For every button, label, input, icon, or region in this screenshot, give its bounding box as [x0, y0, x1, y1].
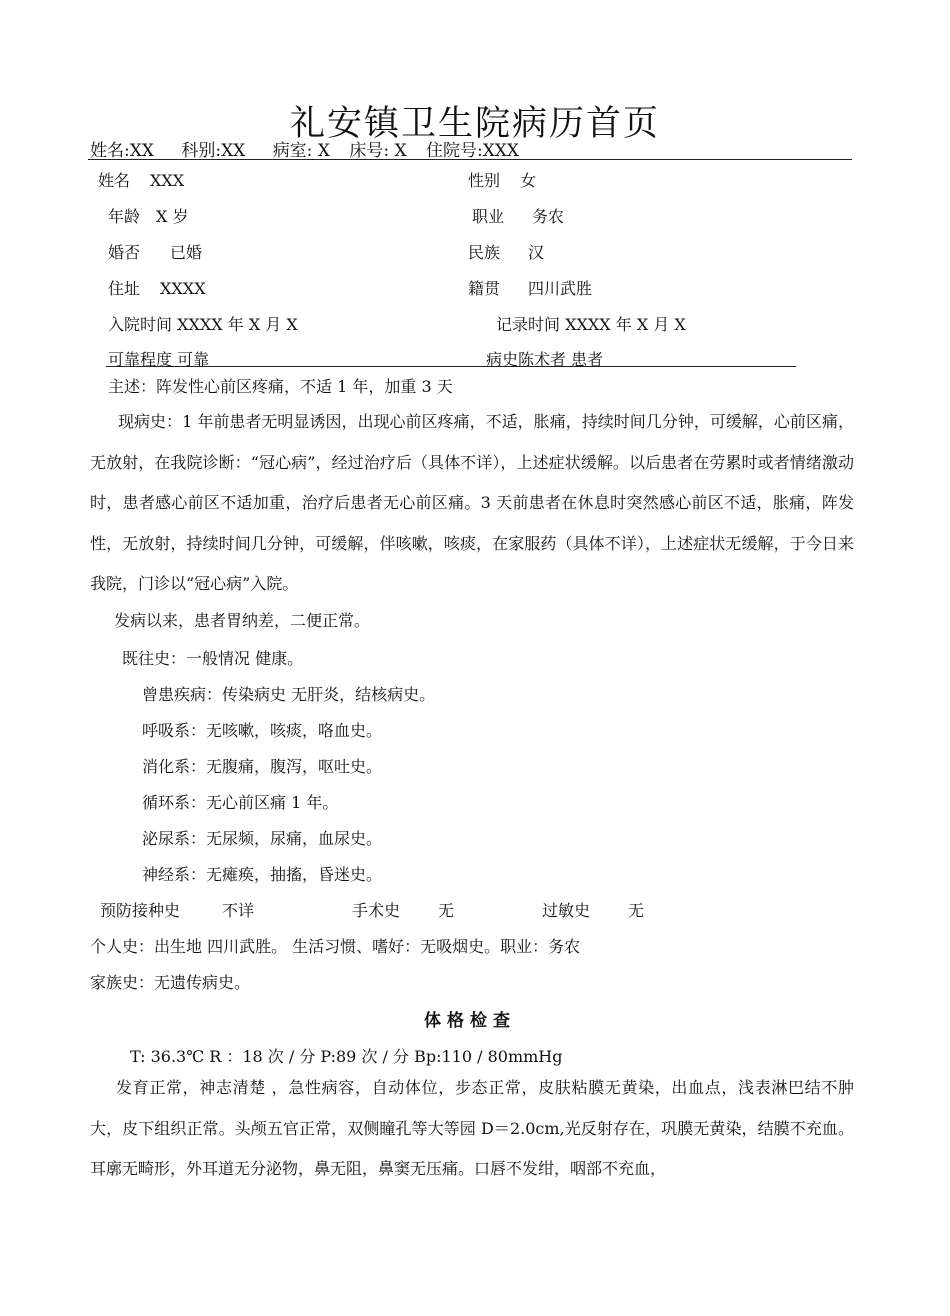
header-info	[90, 136, 541, 161]
system-history-nervous: 神经系：无瘫痪，抽搐，昏迷史。	[142, 865, 383, 884]
surgery-value: 无	[438, 901, 455, 920]
field-narrator: 病史陈术者 患者	[486, 350, 604, 369]
field-sex: 性别 女	[468, 171, 537, 190]
vital-signs: T: 36.3℃ R ：18 次 / 分 P:89 次 / 分 Bp:110 / 80mmHg	[130, 1047, 563, 1066]
field-occupation: 职业 务农	[472, 207, 565, 226]
exam-heading: 体格检查	[424, 1011, 516, 1031]
header-dept: 科别:XX	[181, 141, 246, 161]
field-record-time: 记录时间 XXXX 年 X 月 X	[496, 315, 686, 334]
info-rule	[106, 366, 796, 367]
field-native-place: 籍贯 四川武胜	[468, 279, 593, 298]
allergy-label: 过敏史	[542, 901, 591, 920]
vaccination-label: 预防接种史	[100, 901, 181, 920]
header-admission-no: 住院号:XXX	[425, 141, 520, 161]
system-history-digestive: 消化系：无腹痛，腹泻，呕吐史。	[142, 757, 383, 776]
field-marital: 婚否 已婚	[108, 243, 203, 262]
system-history-urinary: 泌尿系：无尿频，尿痛，血尿史。	[142, 829, 383, 848]
header-rule	[88, 159, 852, 160]
past-history: 既往史：一般情况 健康。	[122, 649, 304, 668]
family-history: 家族史：无遗传病史。	[90, 973, 251, 992]
field-age: 年龄 X 岁	[108, 207, 189, 226]
exam-findings: 发育正常，神志清楚 ，急性病容，自动体位，步态正常，皮肤粘膜无黄染，出血点，浅表淋巴结不肿大，皮下组织正常。头颅五官正常，双侧瞳孔等大等园 D＝2.0cm,光反射存在，巩膜无黄染，结膜不充血。耳廓无畸形，外耳道无分泌物，鼻无阻，鼻窦无压痛。口唇不发绀，咽部不充血，	[90, 1078, 854, 1178]
field-ethnicity: 民族 汉	[468, 243, 545, 262]
since-onset: 发病以来，患者胃纳差，二便正常。	[114, 611, 371, 630]
surgery-label: 手术史	[352, 901, 401, 920]
page-title: 礼安镇卫生院病历首页	[289, 104, 660, 144]
present-illness: 现病史：1 年前患者无明显诱因，出现心前区疼痛，不适，胀痛，持续时间几分钟，可缓解，心前区痛，无放射，在我院诊断：“冠心病”，经过治疗后（具体不详），上述症状缓解。以后患者在劳累时或者情绪激动时，患者感心前区不适加重，治疗后患者无心前区痛。3 天前患者在休息时突然感心前区不适，胀痛，阵发性，无放射，持续时间几分钟，可缓解，伴咳嗽，咳痰，在家服药（具体不详），上述症状无缓解，于今日来我院，门诊以“冠心病”入院。	[90, 412, 854, 593]
personal-history: 个人史：出生地 四川武胜。 生活习惯、嗜好：无吸烟史。职业：务农	[90, 937, 581, 956]
allergy-value: 无	[628, 901, 645, 920]
header-bed: 床号: X	[349, 141, 407, 161]
chief-complaint: 主述：阵发性心前区疼痛，不适 1 年，加重 3 天	[108, 377, 453, 396]
field-address: 住址 XXXX	[108, 279, 206, 298]
vaccination-value: 不详	[222, 901, 255, 920]
system-history-infectious: 曾患疾病：传染病史 无肝炎，结核病史。	[142, 685, 436, 704]
system-history-respiratory: 呼吸系：无咳嗽，咳痰，咯血史。	[142, 721, 383, 740]
header-ward: 病室: X	[272, 141, 330, 161]
field-reliability: 可靠程度 可靠	[108, 350, 210, 369]
field-admit-time: 入院时间 XXXX 年 X 月 X	[108, 315, 298, 334]
header-name: 姓名:XX	[90, 141, 154, 161]
system-history-circulatory: 循环系：无心前区痛 1 年。	[142, 793, 339, 812]
field-name: 姓名 XXX	[98, 171, 185, 190]
